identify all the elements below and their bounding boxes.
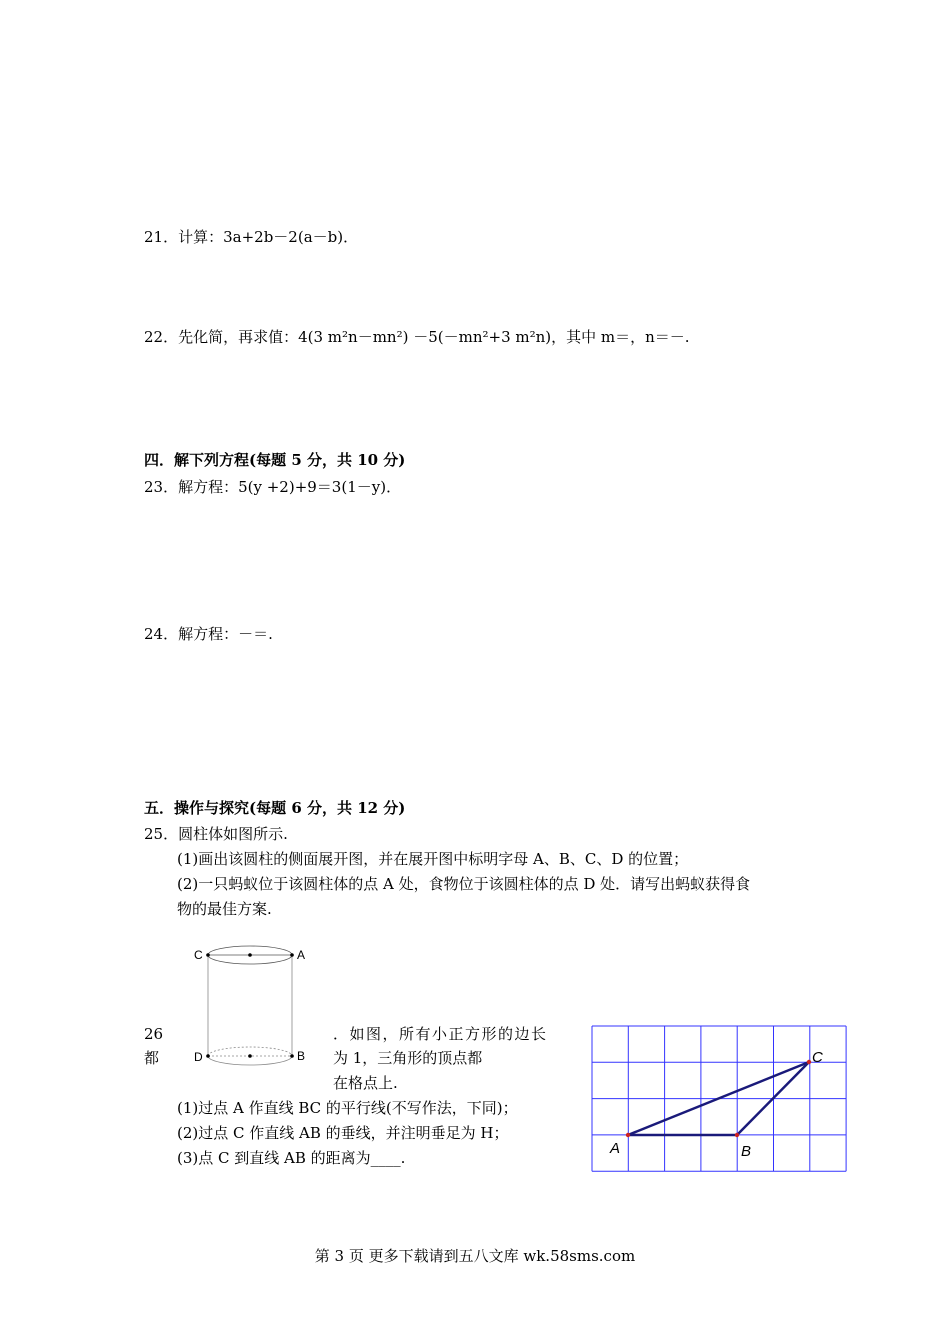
q26-text-line3: 在格点上. [333,1074,398,1092]
q26-part2: (2)过点 C 作直线 AB 的垂线，并注明垂足为 H； [177,1124,509,1142]
point-a-dot [290,953,294,957]
q21-number: 21． [144,228,179,246]
page-footer: 第 3 页 更多下载请到五八文库 wk.58sms.com [314,1247,636,1265]
top-center-dot [248,953,252,957]
vertex-a [626,1133,630,1137]
vertex-b [735,1133,739,1137]
q23-text: 解方程：5(y +2)+9＝3(1－y)． [178,478,402,496]
point-b-dot [290,1054,294,1058]
label-c: C [194,948,203,962]
q25-number: 25． [144,825,179,843]
label-b: B [297,1049,306,1063]
grid-label-a: A [610,1140,621,1157]
q22-number: 22． [144,328,179,346]
q26-text-line2: 为 1，三角形的顶点都 [333,1049,483,1067]
q25-intro: 圆柱体如图所示. [178,825,288,843]
q22 [144,327,690,347]
bottom-center-dot [248,1054,252,1058]
point-c-dot [206,953,210,957]
grid-figure [590,1022,850,1172]
q26-number-line1: 26 [144,1025,164,1043]
q23-number: 23． [144,478,179,496]
point-d-dot [206,1054,210,1058]
q26-number-line2: 都 [144,1049,160,1067]
q22-text: 先化简，再求值：4(3 m²n－mn²) －5(－mn²+3 m²n)，其中 m＝，n＝－. [178,328,690,346]
q25-part2-line1: (2)一只蚂蚁位于该圆柱体的点 A 处，食物位于该圆柱体的点 D 处．请写出蚂蚁获得食 [177,875,751,893]
label-a: A [297,948,306,962]
q21-text: 计算：3a+2b－2(a－b)． [178,228,359,246]
q26-text-line1: ．如图，所有小正方形的边长 [333,1025,548,1043]
q26-part1: (1)过点 A 作直线 BC 的平行线(不写作法，下同)； [177,1099,518,1117]
vertex-c [807,1060,811,1064]
q23 [144,477,401,497]
grid-label-b: B [741,1143,752,1160]
section5-heading: 五．操作与探究(每题 6 分，共 12 分) [144,799,406,817]
q25 [144,824,288,844]
q24-number: 24． [144,625,179,643]
cylinder-figure [185,940,315,1070]
grid-label-c: C [812,1049,823,1066]
label-d: D [194,1050,203,1064]
q21 [144,227,358,247]
section4-heading: 四．解下列方程(每题 5 分，共 10 分) [144,451,406,469]
q25-part2-line2: 物的最佳方案. [177,900,272,918]
q26-part3: (3)点 C 到直线 AB 的距离为____. [177,1149,406,1167]
q24 [144,624,273,644]
q25-part1: (1)画出该圆柱的侧面展开图，并在展开图中标明字母 A、B、C、D 的位置； [177,850,689,868]
q24-text: 解方程：－＝. [178,625,273,643]
